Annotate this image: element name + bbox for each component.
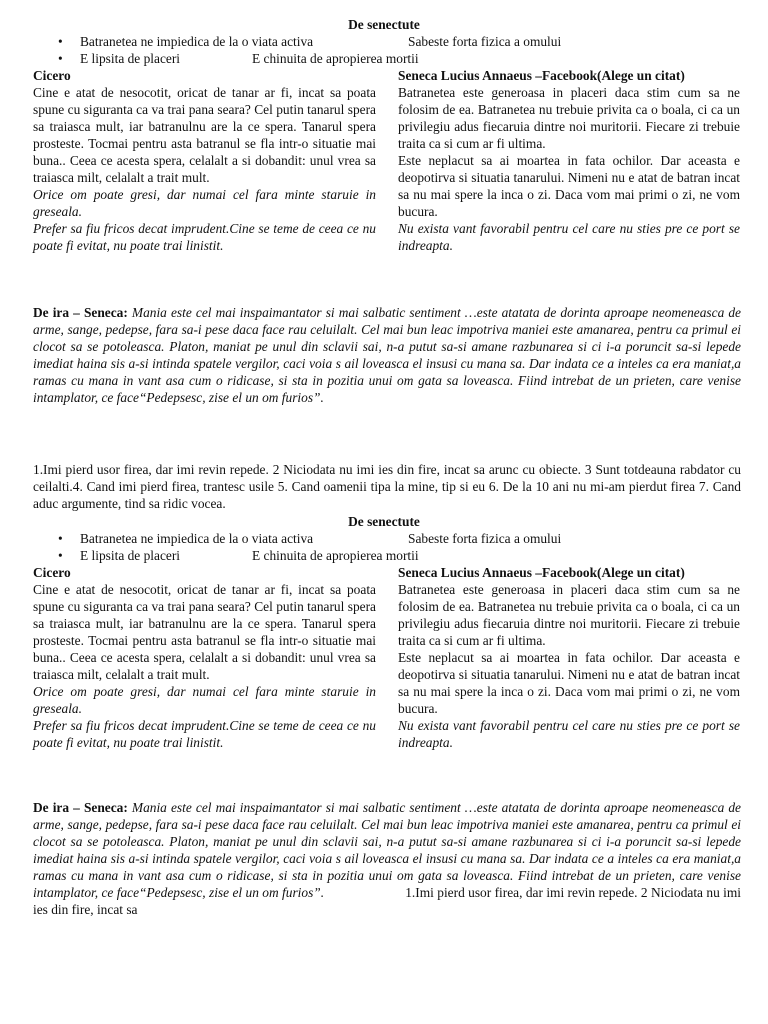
- bullet-item: Sabeste forta fizica a omului: [408, 34, 562, 49]
- bullet-row: [0, 33, 768, 50]
- de-ira-paragraph: [33, 304, 741, 406]
- bullet-item: E chinuita de apropierea mortii: [252, 51, 419, 66]
- bullet-item: E lipsita de placeri: [80, 548, 181, 563]
- cicero-column: [33, 67, 376, 254]
- bullet-item: E chinuita de apropierea mortii: [252, 548, 419, 563]
- section-de-senectute: [0, 513, 768, 786]
- seneca-paragraph: Este neplacut sa ai moartea in fata ochilor. Dar aceasta e deopotirva si situatia tanarului. Nimeni nu e atat de batran incat sa nu mai spere la inca o zi. Daca vom mai primi o zi, ne vom bucura.: [398, 153, 740, 219]
- de-ira-text: Mania este cel mai inspaimantator si mai salbatic sentiment …este atatata de dorinta aproape neomeneasca de arme, sange, pedepse, fara sa-i pese daca face rau celuilalt. Cel mai bun leac impotriva maniei este amanarea, pentru ca primul ei clocot sa se potoleasca. Platon, maniat pe unul din sclavii sai, n-a putut sa-si amane razbunarea si ci i-a poruncit sa-si lepede imediat haina sis a-si intinda spatele vergilor, caci voia s ail loveasca el insusi cu mana sa. Dar indata ce a inteles ca era maniat,a ramas cu mana in vant asa cum o ridicase, si sta in pozitia unui om gata sa loveasca. Fiind intrebat de un prieten, care venise intamplator, ce face“Pedepsesc, zise el un om furios”.: [33, 800, 741, 900]
- section-title: De senectute: [348, 17, 420, 32]
- seneca-column: [398, 67, 740, 254]
- seneca-paragraph: Batranetea este generoasa in placeri daca stim cum sa ne folosim de ea. Batranetea nu trebuie privita ca o boala, ci ca un privilegiu adus fiecaruia dintre noi muritorii. Fiecare zi trebuie traita ca si cum ar fi ultima.: [398, 85, 740, 151]
- cicero-quote: Prefer sa fiu fricos decat imprudent.Cine se teme de ceea ce nu poate fi evitat, nu poate trai linistit.: [33, 221, 376, 253]
- de-ira-label: De ira – Seneca:: [33, 800, 128, 815]
- cicero-quote: Orice om poate gresi, dar numai cel fara minte staruie in greseala.: [33, 187, 376, 219]
- bullet-item: E lipsita de placeri: [80, 51, 181, 66]
- numbered-statements: 1.Imi pierd usor firea, dar imi revin repede. 2 Niciodata nu imi ies din fire, incat sa: [33, 885, 742, 917]
- cicero-quote: Prefer sa fiu fricos decat imprudent.Cine se teme de ceea ce nu poate fi evitat, nu poate trai linistit.: [33, 718, 376, 750]
- two-column-quotes: [0, 564, 768, 786]
- de-ira-text: Mania este cel mai inspaimantator si mai salbatic sentiment …este atatata de dorinta aproape neomeneasca de arme, sange, pedepse, fara sa-i pese daca face rau celuilalt. Cel mai bun leac impotriva maniei este amanarea, pentru ca primul ei clocot sa se potoleasca. Platon, maniat pe unul din sclavii sai, n-a putut sa-si amane razbunarea si ci i-a poruncit sa-si lepede imediat haina sis a-si intinda spatele vergilor, caci voia s ail loveasca el insusi cu mana sa. Dar indata ce a inteles ca era maniat,a ramas cu mana in vant asa cum o ridicase, si sta in pozitia unui om gata sa loveasca. Fiind intrebat de un prieten, care venise intamplator, ce face“Pedepsesc, zise el un om furios”.: [33, 305, 741, 405]
- bullet-row: [0, 547, 768, 564]
- bullet-item: Sabeste forta fizica a omului: [408, 531, 562, 546]
- seneca-column: [398, 564, 740, 751]
- bullet-dot-icon: •: [58, 548, 63, 563]
- cicero-quote: Orice om poate gresi, dar numai cel fara minte staruie in greseala.: [33, 684, 376, 716]
- cicero-paragraph: Cine e atat de nesocotit, oricat de tanar ar fi, incat sa poata spune cu siguranta ca va trai pana seara? Cel putin tanarul spera sa traiasca mult, iar batranulnu are la ce spera. Tanarul spera prosteste. Tocmai pentru asta batranul se fla intr-o situatie mai buna.. Ceea ce acesta spera, celalalt a si dobandit: unul vrea sa traiasca milt, celalalt a trait mult.: [33, 85, 376, 185]
- seneca-paragraph: Batranetea este generoasa in placeri daca stim cum sa ne folosim de ea. Batranetea nu trebuie privita ca o boala, ci ca un privilegiu adus fiecaruia dintre noi muritorii. Fiecare zi trebuie traita ca si cum ar fi ultima.: [398, 582, 740, 648]
- cicero-paragraph: Cine e atat de nesocotit, oricat de tanar ar fi, incat sa poata spune cu siguranta ca va trai pana seara? Cel putin tanarul spera sa traiasca mult, iar batranulnu are la ce spera. Tanarul spera prosteste. Tocmai pentru asta batranul se fla intr-o situatie mai buna.. Ceea ce acesta spera, celalalt a si dobandit: unul vrea sa traiasca milt, celalalt a trait mult.: [33, 582, 376, 682]
- seneca-paragraph: Este neplacut sa ai moartea in fata ochilor. Dar aceasta e deopotirva si situatia tanarului. Nimeni nu e atat de batran incat sa nu mai spere la inca o zi. Daca vom mai primi o zi, ne vom bucura.: [398, 650, 740, 716]
- seneca-quote: Nu exista vant favorabil pentru cel care nu sties pre ce port se indreapta.: [398, 718, 740, 750]
- two-column-quotes: [0, 67, 768, 289]
- bullet-item: Batranetea ne impiedica de la o viata activa: [80, 34, 314, 49]
- bullet-dot-icon: •: [58, 531, 63, 546]
- bullet-item: Batranetea ne impiedica de la o viata activa: [80, 531, 314, 546]
- section-de-senectute: [0, 16, 768, 289]
- cicero-column: [33, 564, 376, 751]
- bullet-dot-icon: •: [58, 34, 63, 49]
- bullet-row: [0, 50, 768, 67]
- seneca-heading: Seneca Lucius Annaeus –Facebook(Alege un citat): [398, 565, 685, 580]
- de-ira-label: De ira – Seneca:: [33, 305, 128, 320]
- seneca-heading: Seneca Lucius Annaeus –Facebook(Alege un citat): [398, 68, 685, 83]
- section-title: De senectute: [348, 514, 420, 529]
- de-ira-paragraph: [33, 799, 741, 918]
- bullet-dot-icon: •: [58, 51, 63, 66]
- seneca-quote: Nu exista vant favorabil pentru cel care nu sties pre ce port se indreapta.: [398, 221, 740, 253]
- cicero-heading: Cicero: [33, 565, 71, 580]
- bullet-row: [0, 530, 768, 547]
- numbered-statements: 1.Imi pierd usor firea, dar imi revin repede. 2 Niciodata nu imi ies din fire, incat sa arunc cu obiecte. 3 Sunt totdeauna rabdator cu ceilalti.4. Cand imi pierd firea, trantesc usile 5. Cand oamenii tipa la mine, tip si eu 6. De la 10 ani nu mi-am pierdut firea 7. Cand aduc argumente, tind sa ridic vocea.: [33, 462, 741, 511]
- cicero-heading: Cicero: [33, 68, 71, 83]
